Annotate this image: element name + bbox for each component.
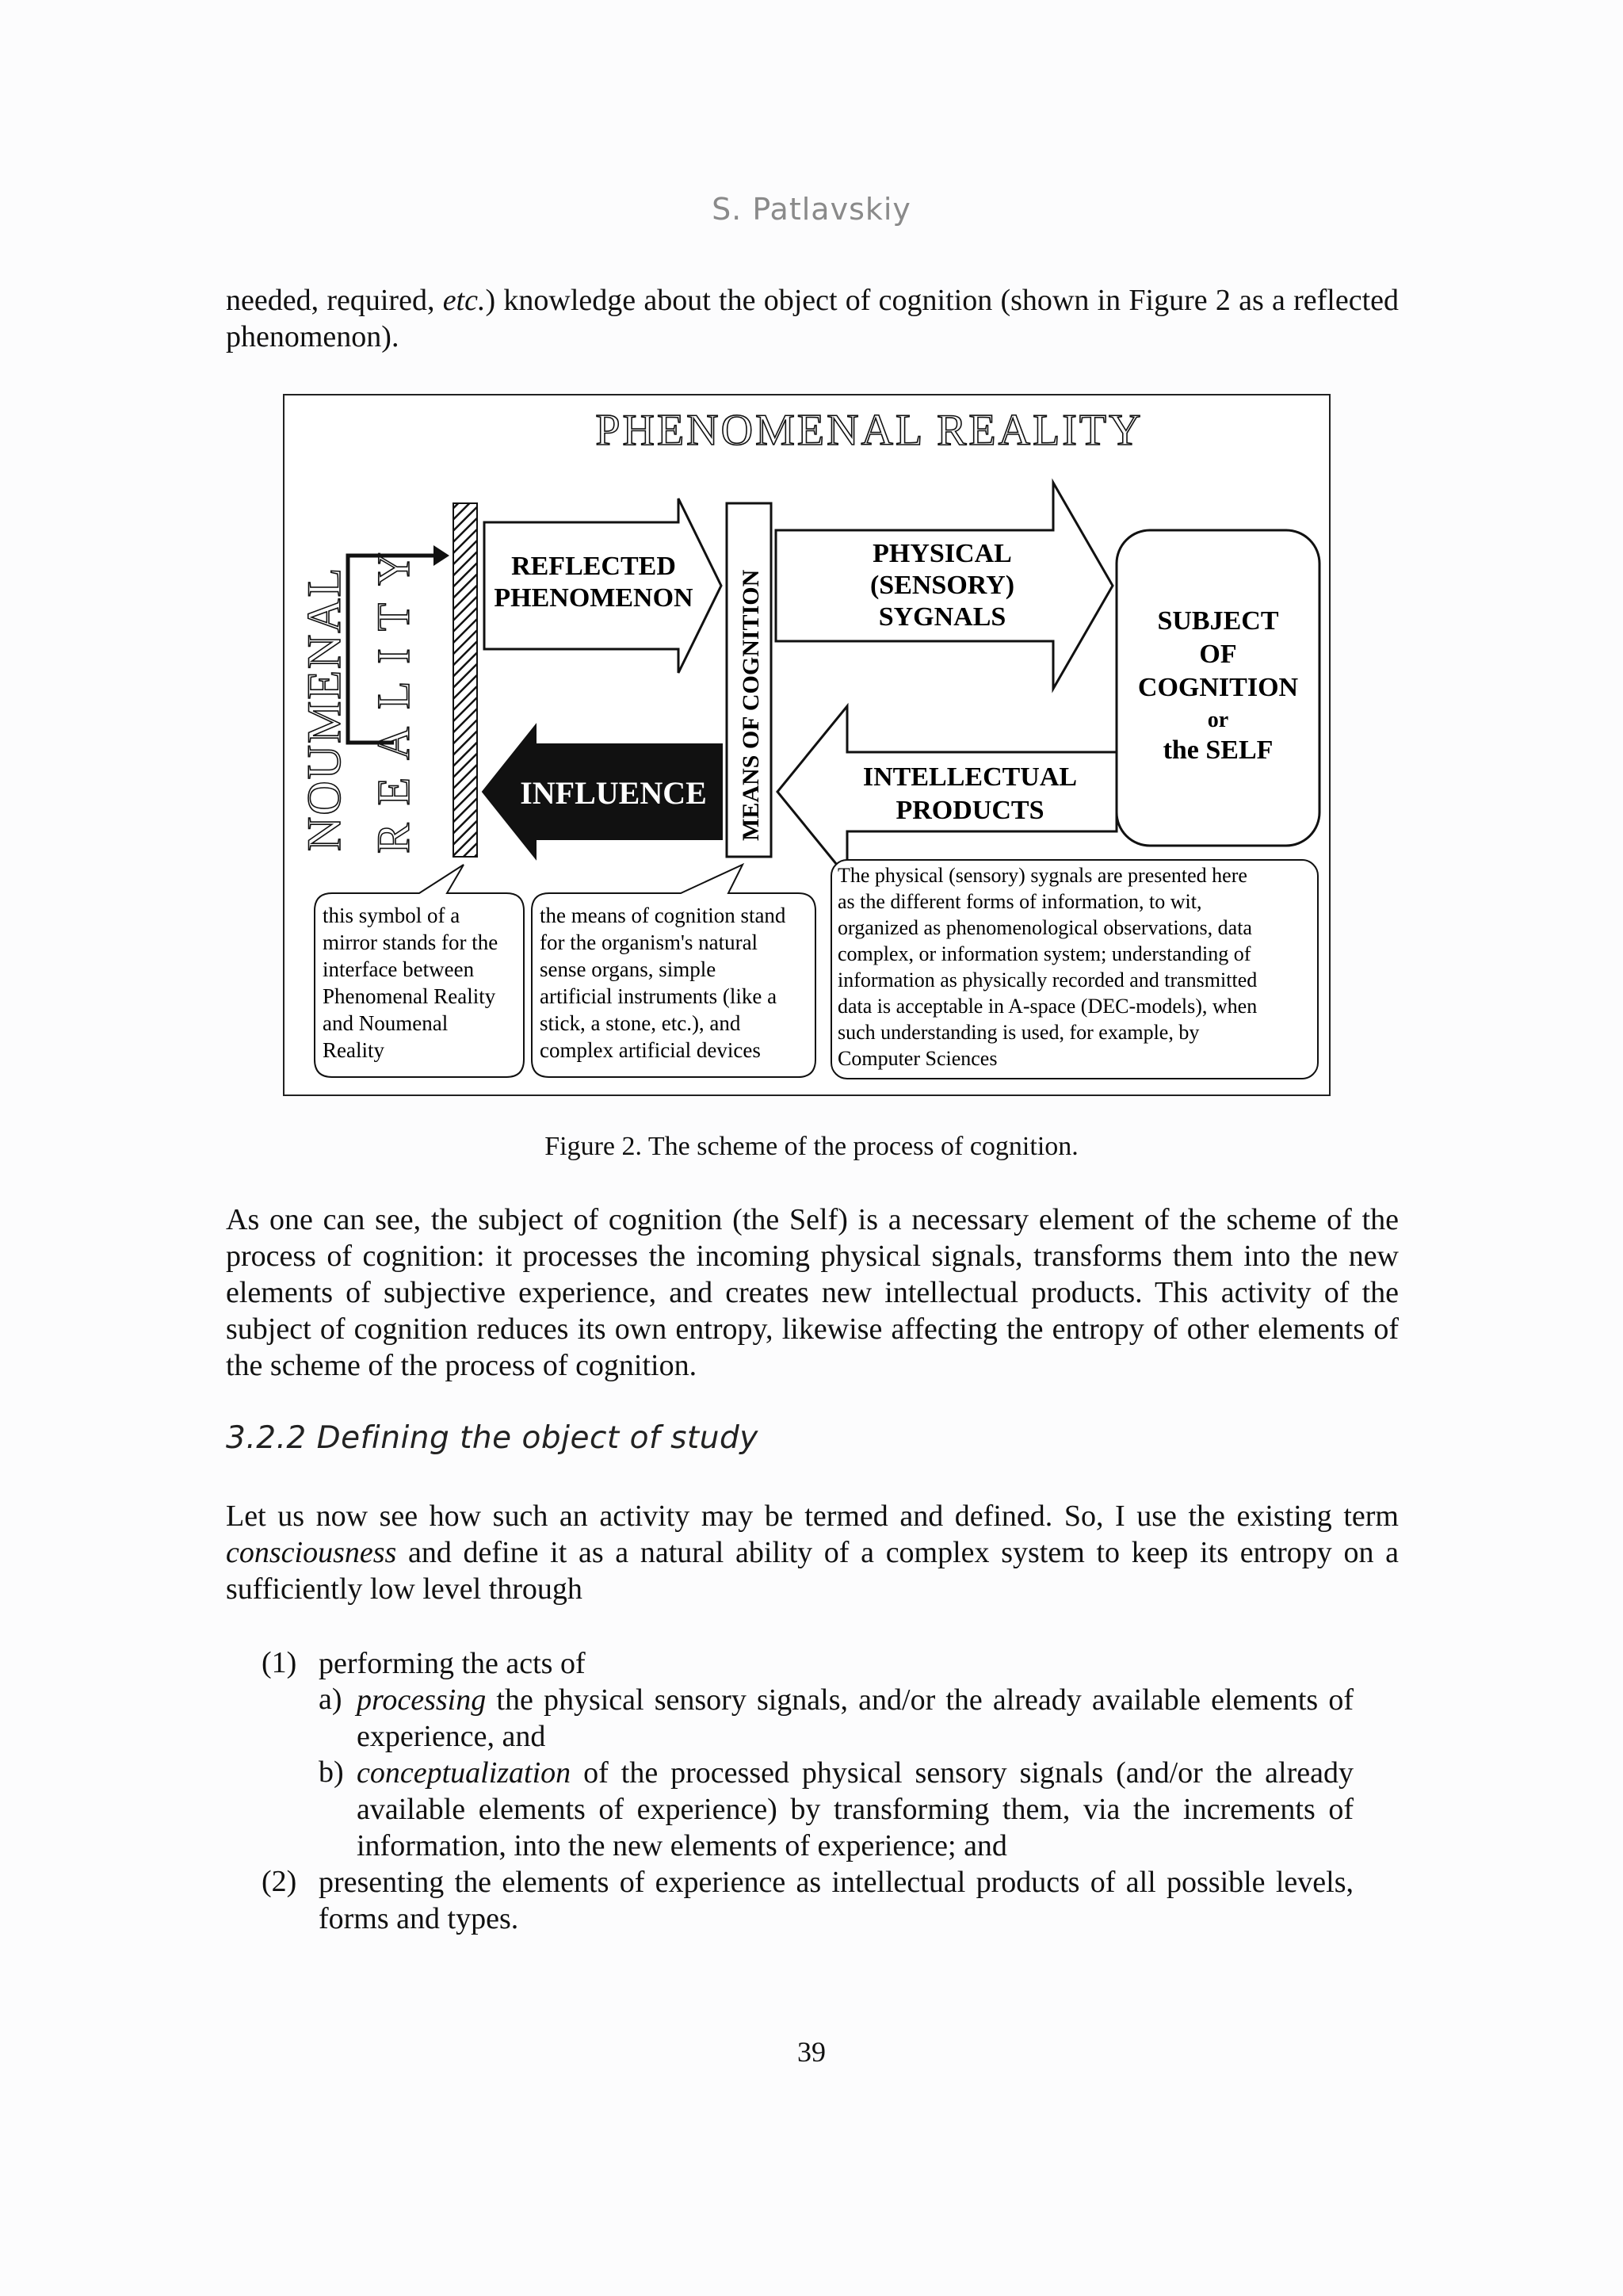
callout-means-line-4: artificial instruments (like a xyxy=(540,984,777,1008)
body-paragraph-1: As one can see, the subject of cognition (the Self) is a necessary element of the scheme of the process of cognition: it processes the incoming physical signals, transforms them into the new elements of subjective experience, and creates new intellectual products. This activity of the subject of cognition reduces its own entropy, likewise affecting the entropy of other elements of the scheme of the process of cognition. xyxy=(226,1203,1399,1382)
intro-text-a: needed, required, xyxy=(226,284,443,317)
callout-mirror-line-6: Reality xyxy=(323,1038,384,1062)
callout-signals-line-4: complex, or information system; understanding of xyxy=(838,942,1251,965)
list-subitem-b-letter: b) xyxy=(319,1755,344,1789)
physical-label-1: PHYSICAL xyxy=(873,539,1012,568)
callout-signals-line-8: Computer Sciences xyxy=(838,1047,998,1070)
list-subitem-a-letter: a) xyxy=(319,1683,342,1716)
influence-label: INFLUENCE xyxy=(520,775,707,811)
callout-mirror-line-3: interface between xyxy=(323,957,475,981)
subitem-a-rest: the physical sensory signals, and/or the already available elements of experience, and xyxy=(357,1683,1354,1753)
intellectual-label-1: INTELLECTUAL xyxy=(862,762,1078,792)
list-item-1-text: performing the acts of xyxy=(319,1647,586,1680)
list-item-2-number: (2) xyxy=(262,1865,297,1898)
para2-text-a: Let us now see how such an activity may be termed and defined. So, I use the existing term xyxy=(226,1499,1399,1533)
subject-label-3: COGNITION xyxy=(1137,673,1299,702)
subject-label-5: the SELF xyxy=(1163,735,1274,765)
reflected-label-1: REFLECTED xyxy=(511,552,676,581)
callout-signals-line-1: The physical (sensory) sygnals are presented here xyxy=(838,864,1247,887)
physical-label-3: SYGNALS xyxy=(878,602,1006,632)
callout-means-line-5: stick, a stone, etc.), and xyxy=(540,1011,741,1035)
list-subitem-a-text xyxy=(357,1682,1354,1755)
callout-signals-line-7: such understanding is used, for example, by xyxy=(838,1021,1200,1044)
connector-arrowhead xyxy=(433,545,449,566)
callout-means-line-3: sense organs, simple xyxy=(540,957,716,981)
subitem-a-italic: processing xyxy=(357,1683,487,1717)
reality-vertical-label: REALITY xyxy=(368,534,419,854)
figure-caption: Figure 2. The scheme of the process of cognition. xyxy=(544,1132,1079,1161)
callout-signals-line-2: as the different forms of information, to wit, xyxy=(838,890,1202,913)
intellectual-products-arrow xyxy=(777,706,1117,877)
subject-label-1: SUBJECT xyxy=(1157,606,1279,636)
subitem-b-italic: conceptualization xyxy=(357,1756,571,1790)
callout-signals-line-6: data is acceptable in A-space (DEC-models), when xyxy=(838,995,1258,1018)
callout-means-line-6: complex artificial devices xyxy=(540,1038,761,1062)
reflected-label-2: PHENOMENON xyxy=(494,583,693,613)
callout-means-line-2: for the organism's natural xyxy=(540,930,758,954)
mirror-symbol xyxy=(453,503,477,857)
phenomenal-reality-title: PHENOMENAL REALITY xyxy=(595,406,1144,455)
cognition-scheme-diagram xyxy=(285,395,1329,1095)
physical-label-2: (SENSORY) xyxy=(869,571,1015,600)
callout-mirror-line-4: Phenomenal Reality xyxy=(323,984,496,1008)
para2-italic-consciousness: consciousness xyxy=(226,1536,397,1569)
noumenal-label: NOUMENAL xyxy=(298,566,350,851)
page-number: 39 xyxy=(797,2036,826,2068)
subject-label-4: or xyxy=(1207,708,1229,732)
callout-signals-line-3: organized as phenomenological observations, data xyxy=(838,916,1252,939)
callout-means-line-1: the means of cognition stand xyxy=(540,904,786,927)
list-item-2-text: presenting the elements of experience as intellectual products of all possible levels, forms and types. xyxy=(319,1866,1354,1935)
subject-label-2: OF xyxy=(1199,640,1237,669)
list-item-1-number: (1) xyxy=(262,1646,297,1679)
intellectual-label-2: PRODUCTS xyxy=(896,796,1044,825)
para2-text-b: and define it as a natural ability of a complex system to keep its entropy on a sufficiently low level through xyxy=(226,1536,1399,1606)
intro-text-b: ) knowledge about the object of cognition (shown in Figure 2 as a reflected phenomenon). xyxy=(226,284,1399,353)
callout-mirror-line-2: mirror stands for the xyxy=(323,930,498,954)
intro-italic-etc: etc. xyxy=(442,284,486,317)
intro-paragraph xyxy=(226,282,1399,355)
means-of-cognition-label: MEANS OF COGNITION xyxy=(738,569,764,841)
callout-signals-line-5: information as physically recorded and transmitted xyxy=(838,968,1258,991)
body-paragraph-2 xyxy=(226,1498,1399,1607)
section-heading: 3.2.2 Defining the object of study xyxy=(226,1420,758,1456)
callout-mirror-line-5: and Noumenal xyxy=(323,1011,449,1035)
callout-mirror-line-1: this symbol of a xyxy=(323,904,460,927)
running-head: S. Patlavskiy xyxy=(712,192,911,227)
figure-2 xyxy=(283,394,1331,1096)
list-subitem-b-text xyxy=(357,1755,1354,1864)
subitem-b-rest: of the processed physical sensory signals (and/or the already available elements of experience) by transforming them, via the increments of information, into the new elements of experience; and xyxy=(357,1756,1354,1862)
